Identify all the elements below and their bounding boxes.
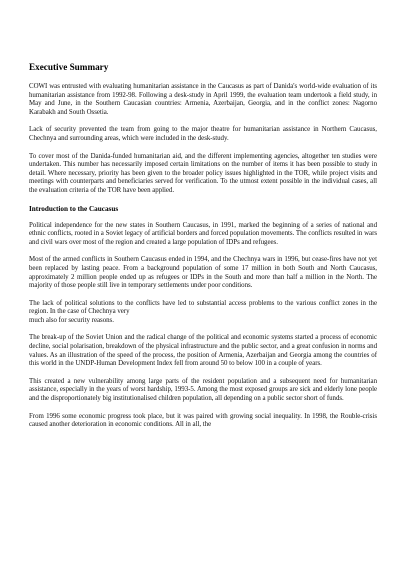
document-title: Executive Summary: [29, 62, 109, 72]
section-paragraph-4: The break-up of the Soviet Union and the radical change of the political and economic systems started a process of economic decline, social polarisation, breakdown of the physical infrastructure and the public sector, and a great confusion in norms and values. As an illustration of the speed of the process, the position of Armenia, Azerbaijan and Georgia among the countries of this world in the UNDP-Human Development Index fell from around 50 to below 100 in a couple of years.: [29, 334, 377, 368]
section-paragraph-1: Political independence for the new states in Southern Caucasus, in 1991, marked the beginning of a series of national and ethnic conflicts, rooted in a Soviet legacy of artificial borders and forced population movements. The conflicts resulted in wars and civil wars over most of the region and created a large population of IDPs and refugees.: [29, 221, 377, 246]
section-heading: Introduction to the Caucasus: [29, 204, 119, 213]
section-paragraph-6: From 1996 some economic progress took place, but it was paired with growing social inequality. In 1998, the Rouble-crisis caused another deterioration in economic conditions. All in all, the: [29, 412, 377, 429]
section-paragraph-5: This created a new vulnerability among large parts of the resident population and a subsequent need for humanitarian assistance, especially in the years of worst hardship, 1993-5. Among the most exposed groups are sick and elderly lone people and the disproportionately big institutionalised children population, all depending on a public sector short of funds.: [29, 377, 377, 403]
summary-paragraph-2: Lack of security prevented the team from going to the major theatre for humanitarian assistance in Northern Caucasus, Chechnya and surrounding areas, which were included in the desk-study.: [29, 126, 377, 142]
section-paragraph-3-line-1: The lack of political solutions to the conflicts have led to substantial access problems to the various conflict zones in the region. In the case of Chechnya very: [29, 299, 377, 316]
section-paragraph-2: Most of the armed conflicts in Southern Caucasus ended in 1994, and the Chechnya wars in 1996, but cease-fires have not yet been replaced by lasting peace. From a background population of some 17 million in both South and North Caucasus, approximately 2 million people ended up as refugees or IDPs in the South and more than half a million in the North. The majority of those people still live in temporary settlements under poor conditions.: [29, 256, 377, 290]
section-paragraph-3-line-2: much also for security reasons.: [29, 316, 114, 324]
document-content: [29, 62, 377, 430]
summary-paragraph-3: To cover most of the Danida-funded humanitarian aid, and the different implementing agencies, altogether ten studies were undertaken. This number has necessarily imposed certain limitations on the number of items it has been possible to study in detail. Where necessary, priority has been given to the broader policy issues highlighted in the TOR, while project visits and meetings with counterparts and beneficiaries served for verification. To the utmost extent possible in the individual cases, all the evaluation criteria of the TOR have been applied.: [29, 152, 377, 194]
summary-paragraph-1: COWI was entrusted with evaluating humanitarian assistance in the Caucasus as part of Danida's world-wide evaluation of its humanitarian assistance from 1992-98. Following a desk-study in April 1999, the evaluation team undertook a field study, in May and June, in the Southern Caucasian countries: Armenia, Azerbaijan, Georgia, and in the conflict zones: Nagorno Karabakh and South Ossetia.: [29, 83, 377, 116]
